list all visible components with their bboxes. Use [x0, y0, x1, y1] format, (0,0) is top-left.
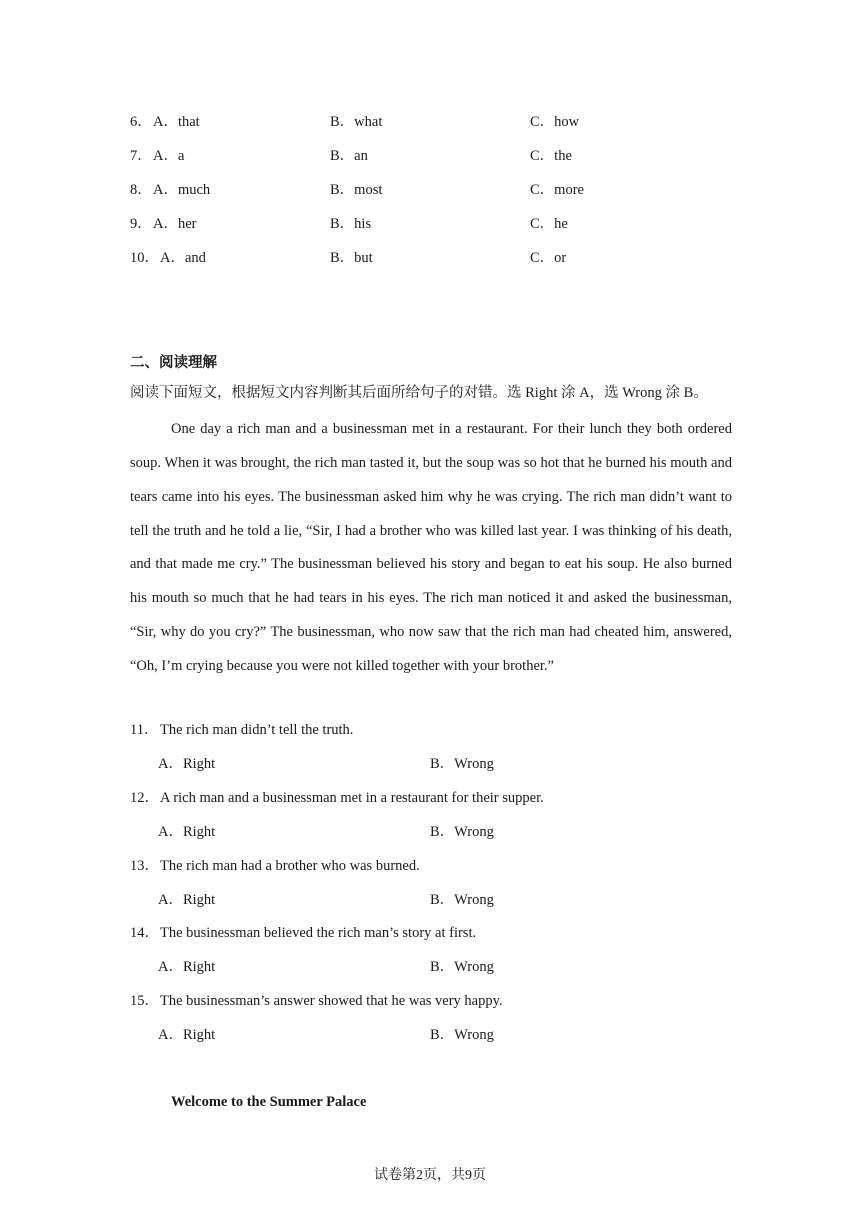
question-number: 15．: [130, 993, 159, 1009]
option-right: A．Right: [158, 1027, 216, 1043]
option-c: C．the: [530, 148, 572, 164]
question-number: 12．: [130, 790, 159, 806]
option-a: A．her: [153, 216, 197, 232]
page-footer: 试卷第2页，共9页: [374, 1168, 486, 1183]
section-instruction: 阅读下面短文，根据短文内容判断其后面所给句子的对错。选 Right 涂 A，选 Wrong 涂 B。: [130, 385, 708, 401]
option-b: B．an: [330, 148, 368, 164]
option-right: A．Right: [158, 892, 216, 908]
option-a: A．that: [153, 114, 200, 130]
question-text: The rich man didn’t tell the truth.: [160, 722, 354, 738]
option-a: A．a: [153, 148, 185, 164]
question-number: 7．: [130, 148, 152, 164]
question-number: 9．: [130, 216, 152, 232]
passage-title: Welcome to the Summer Palace: [171, 1094, 367, 1110]
option-wrong: B．Wrong: [430, 756, 494, 772]
option-b: B．his: [330, 216, 372, 232]
option-wrong: B．Wrong: [430, 892, 494, 908]
option-a: A．much: [153, 182, 211, 198]
reading-passage: One day a rich man and a businessman met in a restaurant. For their lunch they both ordered soup. When it was brought, the rich man tasted it, but the soup was so hot that he burned his mouth and tears came into his eyes. The businessman asked him why he was crying. The rich man didn’t want to tell the truth and he told a lie, “Sir, I had a brother who was killed last year. I was thinking of his death, and that made me cry.” The businessman believed his story and began to eat his soup. He also burned his mouth so much that he had tears in his eyes. The rich man noticed it and asked the businessman, “Sir, why do you cry?” The businessman, who now saw that the rich man had cheated him, answered, “Oh, I’m crying because you were not killed together with your brother.”: [130, 421, 732, 674]
question-number: 11．: [130, 722, 159, 738]
question-number: 8．: [130, 182, 152, 198]
question-number: 10．: [130, 250, 159, 266]
option-b: B．but: [330, 250, 373, 266]
question-text: A rich man and a businessman met in a restaurant for their supper.: [160, 790, 544, 806]
question-text: The rich man had a brother who was burned.: [160, 858, 420, 874]
option-a: A．and: [160, 250, 206, 266]
option-b: B．most: [330, 182, 383, 198]
option-b: B．what: [330, 114, 383, 130]
option-right: A．Right: [158, 824, 216, 840]
option-c: C．more: [530, 182, 584, 198]
option-wrong: B．Wrong: [430, 1027, 494, 1043]
question-number: 13．: [130, 858, 159, 874]
question-number: 14．: [130, 925, 159, 941]
option-c: C．how: [530, 114, 580, 130]
question-text: The businessman’s answer showed that he was very happy.: [160, 993, 503, 1009]
section-heading: 二、阅读理解: [130, 355, 217, 371]
option-right: A．Right: [158, 959, 216, 975]
option-c: C．he: [530, 216, 568, 232]
question-text: The businessman believed the rich man’s story at first.: [160, 925, 477, 941]
option-wrong: B．Wrong: [430, 959, 494, 975]
option-right: A．Right: [158, 756, 216, 772]
question-number: 6．: [130, 114, 152, 130]
option-c: C．or: [530, 250, 567, 266]
option-wrong: B．Wrong: [430, 824, 494, 840]
